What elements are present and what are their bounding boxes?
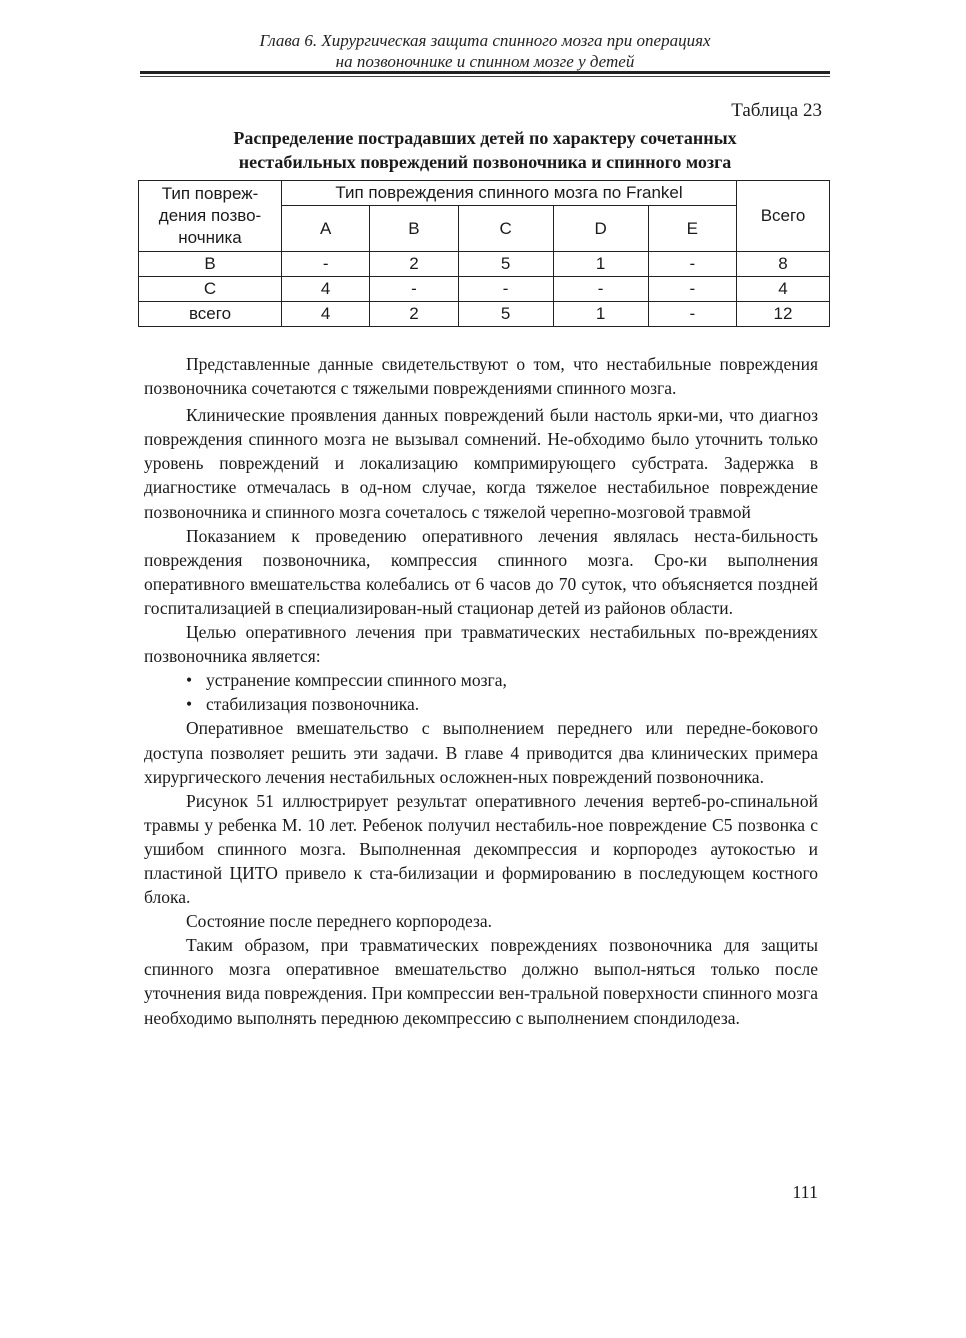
header-line-2: на позвоночнике и спинном мозге у детей	[335, 52, 635, 71]
table-row	[139, 252, 830, 277]
table-cell: 5	[458, 252, 553, 277]
table-cell: -	[282, 252, 370, 277]
bullet-icon: •	[186, 694, 193, 715]
total-header: Всего	[737, 181, 830, 252]
column-header-b: B	[370, 206, 458, 252]
body-text	[144, 352, 818, 1030]
table-cell: -	[648, 252, 736, 277]
paragraph: Состояние после переднего корпородеза.	[186, 911, 493, 932]
list-item	[186, 668, 818, 692]
bullet-list	[144, 668, 818, 716]
paragraph: Рисунок 51 иллюстрирует результат оперативного лечения вертеб-ро-спинальной травмы у ребенка М. 10 лет. Ребенок получил нестабиль-ное повреждение С5 позвонка с ушибом спинного мозга. Выполненная декомпрессия и корпородез аутокостью и пластиной ЦИТО привело к ста-билизации и формированию в последующем костного блока.	[144, 790, 818, 908]
row-label: C	[139, 277, 282, 302]
frankel-table	[138, 180, 830, 327]
row-label: всего	[139, 302, 282, 327]
paragraph: Таким образом, при травматических повреждениях позвоночника для защиты спинного мозга оперативное вмешательство должно выпол-няться только после уточнения вида повреждения. При компрессии вен-тральной поверхности спинного мозга необходимо выполнять переднюю декомпрессию с выполнением спондилодеза.	[144, 935, 818, 1028]
table-cell: 1	[553, 252, 648, 277]
table-cell: -	[648, 302, 736, 327]
header-rule	[140, 71, 830, 74]
row-header-label	[139, 181, 282, 252]
table-row	[139, 302, 830, 327]
table-cell: -	[370, 277, 458, 302]
column-header-d: D	[553, 206, 648, 252]
row-header-line: ночника	[178, 228, 242, 247]
table-cell: 4	[282, 277, 370, 302]
table-label: Таблица 23	[731, 100, 822, 121]
table-cell: 4	[282, 302, 370, 327]
table-cell: -	[553, 277, 648, 302]
list-item-text: стабилизация позвоночника.	[206, 694, 420, 715]
table-cell: 2	[370, 252, 458, 277]
list-item-text: устранение компрессии спинного мозга,	[206, 670, 507, 691]
group-header: Тип повреждения спинного мозга по Frankel	[282, 181, 737, 206]
table-cell: -	[458, 277, 553, 302]
paragraph: Клинические проявления данных повреждений были настоль ярки-ми, что диагноз повреждения спинного мозга не вызывал сомнений. Не-обходимо было уточнить только уровень повреждений и локализацию компримирующего субстрата. Задержка в диагностике отмечалась в од-ном случае, когда тяжелое нестабильное повреждение позвоночника и спинного мозга сочеталось с тяжелой черепно-мозговой травмой	[144, 405, 818, 522]
row-total: 8	[737, 252, 830, 277]
table-cell: 5	[458, 302, 553, 327]
row-total: 4	[737, 277, 830, 302]
header-line-1: Глава 6. Хирургическая защита спинного мозга при операциях	[259, 31, 711, 50]
row-header-line: Тип повреж-	[161, 184, 259, 203]
table-title-line-1: Распределение пострадавших детей по характеру сочетанных	[233, 128, 737, 148]
paragraph: Целью оперативного лечения при травматических нестабильных по-вреждениях позвоночника является:	[144, 622, 818, 667]
row-total: 12	[737, 302, 830, 327]
table-cell: 1	[553, 302, 648, 327]
row-header-line: дения позво-	[158, 206, 262, 225]
paragraph: Представленные данные свидетельствуют о том, что нестабильные повреждения позвоночника сочетаются с тяжелыми повреждениями спинного мозга.	[144, 354, 818, 399]
table-cell: 2	[370, 302, 458, 327]
running-header	[140, 30, 830, 72]
table-title	[140, 126, 830, 174]
column-header-e: E	[648, 206, 736, 252]
list-item	[186, 692, 818, 716]
page-number: 111	[792, 1182, 818, 1202]
paragraph: Показанием к проведению оперативного лечения являлась неста-бильность повреждения позвоночника, компрессия спинного мозга. Сро-ки выполнения оперативного вмешательства колебались от 6 часов до 70 суток, что объясняется поздней госпитализацией в специализирован-ный стационар детей из районов области.	[144, 525, 818, 618]
column-header-a: A	[282, 206, 370, 252]
table-cell: -	[648, 277, 736, 302]
header-rule-thin	[140, 76, 830, 77]
table-row	[139, 277, 830, 302]
paragraph: Оперативное вмешательство с выполнением переднего или передне-бокового доступа позволяет решить эти задачи. В главе 4 приводится два клинических примера хирургического лечения нестабильных осложнен-ных повреждений позвоночника.	[144, 718, 818, 787]
row-label: B	[139, 252, 282, 277]
table-title-line-2: нестабильных повреждений позвоночника и спинного мозга	[238, 152, 732, 172]
column-header-c: C	[458, 206, 553, 252]
bullet-icon: •	[186, 670, 193, 691]
